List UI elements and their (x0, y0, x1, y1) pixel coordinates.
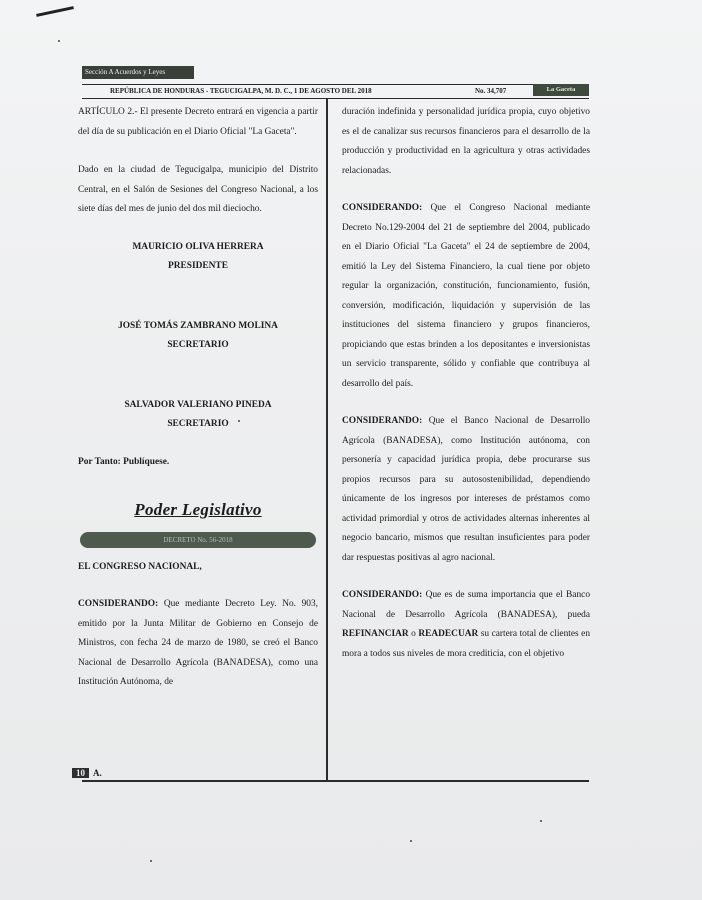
considerando-text: Que mediante Decreto Ley. No. 903, emitido por la Junta Militar de Gobierno en Consejo de Ministros, con fecha 24 de marzo de 1980, se creó el Banco Nacional de Desarrollo Agrícola (BANADESA), como una Institución Autónoma, de (78, 599, 318, 687)
dado-paragraph: Dado en la ciudad de Tegucigalpa, municipio del Distrito Central, en el Salón de Sesiones del Congreso Nacional, a los siete días del mes de junio del dos mil dieciocho. (78, 165, 318, 214)
considerando-text: Que el Banco Nacional de Desarrollo Agrícola (BANADESA), como Institución autónoma, con personería y capacidad jurídica propia, debe procurarse sus propios recursos para su autosostenibilidad, dependiendo únicamente de los ingresos por intereses de préstamos como actividad primordial y otros de actividades alternas inherentes al negocio bancario, mismos que resultan insuficientes para poder dar respuestas positivas al agro nacional. (342, 416, 590, 563)
considerando-text: Que es de suma importancia que el Banco Nacional de Desarrollo Agrícola (BANADESA), pueda (342, 590, 591, 620)
considerando-paragraph (342, 586, 590, 664)
speck (58, 40, 60, 42)
speck (410, 840, 412, 842)
articulo-paragraph: ARTÍCULO 2.- El presente Decreto entrará en vigencia a partir del día de su publicación en el Diario Oficial "La Gaceta". (78, 107, 318, 137)
considerando-paragraph (78, 595, 318, 693)
signatory-role: PRESIDENTE (168, 261, 228, 271)
continuation-paragraph: duración indefinida y personalidad jurídica propia, cuyo objetivo es el de canalizar sus recursos financieros para el desarrollo de la producción y productividad en la agricultura y otras actividades relacionadas. (342, 107, 590, 176)
column-divider (326, 98, 328, 780)
signatory-name: MAURICIO OLIVA HERRERA (132, 241, 264, 252)
considerando-paragraph (342, 412, 590, 568)
emphasis-refinanciar: REFINANCIAR (342, 629, 409, 639)
signatory-name: JOSÉ TOMÁS ZAMBRANO MOLINA (118, 320, 278, 331)
left-column (78, 103, 318, 693)
considerando-paragraph (342, 199, 590, 394)
page-number: 10 (72, 768, 89, 778)
considerando-text: su cartera total de clientes en mora a todos sus niveles de mora crediticia, con el objetivo (342, 629, 591, 659)
pen-mark (36, 6, 74, 17)
right-column (342, 103, 590, 664)
considerando-text: Que el Congreso Nacional mediante Decreto No.129-2004 del 21 de septiembre del 2004, publicado en el Diario Oficial "La Gaceta" el 24 de septiembre de 2004, emitió la Ley del Sistema Financiero, la cual tiene por objeto regular la organización, constitución, funcionamiento, fusión, conversión, modificación, liquidación y supervisión de las instituciones del sistema financiero y grupos financieros, propiciando que estas brinden a los depositantes e inversionistas un servicio transparente, sólido y confiable que contribuya al desarrollo del país. (342, 203, 590, 389)
conjunction: o (411, 629, 416, 639)
page-footer (72, 768, 102, 778)
speck (238, 420, 240, 422)
header-title: REPÚBLICA DE HONDURAS - TEGUCIGALPA, M. D. C., 1 DE AGOSTO DEL 2018 (110, 87, 372, 95)
decree-bar: DECRETO No. 56-2018 (80, 532, 316, 548)
por-tanto: Por Tanto: Publíquese. (78, 456, 170, 467)
considerando-label: CONSIDERANDO: (342, 590, 423, 600)
congreso-heading: EL CONGRESO NACIONAL, (78, 561, 202, 572)
section-tab: Sección A Acuerdos y Leyes (82, 66, 194, 79)
speck (150, 860, 152, 862)
page-header (82, 84, 589, 99)
considerando-label: CONSIDERANDO: (342, 416, 423, 426)
signatory-name: SALVADOR VALERIANO PINEDA (124, 399, 272, 410)
signatory-role: SECRETARIO (167, 340, 229, 350)
gazette-badge: La Gaceta (533, 84, 589, 96)
speck (540, 820, 542, 822)
section-title: Poder Legislativo (134, 500, 262, 519)
issue-number: No. 34,707 (475, 87, 507, 95)
considerando-label: CONSIDERANDO: (342, 203, 423, 213)
emphasis-readecuar: READECUAR (418, 629, 479, 639)
footer-rule (82, 780, 589, 782)
considerando-label: CONSIDERANDO: (78, 599, 159, 609)
signatory-role: SECRETARIO (167, 419, 229, 429)
footer-section: A. (93, 768, 102, 778)
